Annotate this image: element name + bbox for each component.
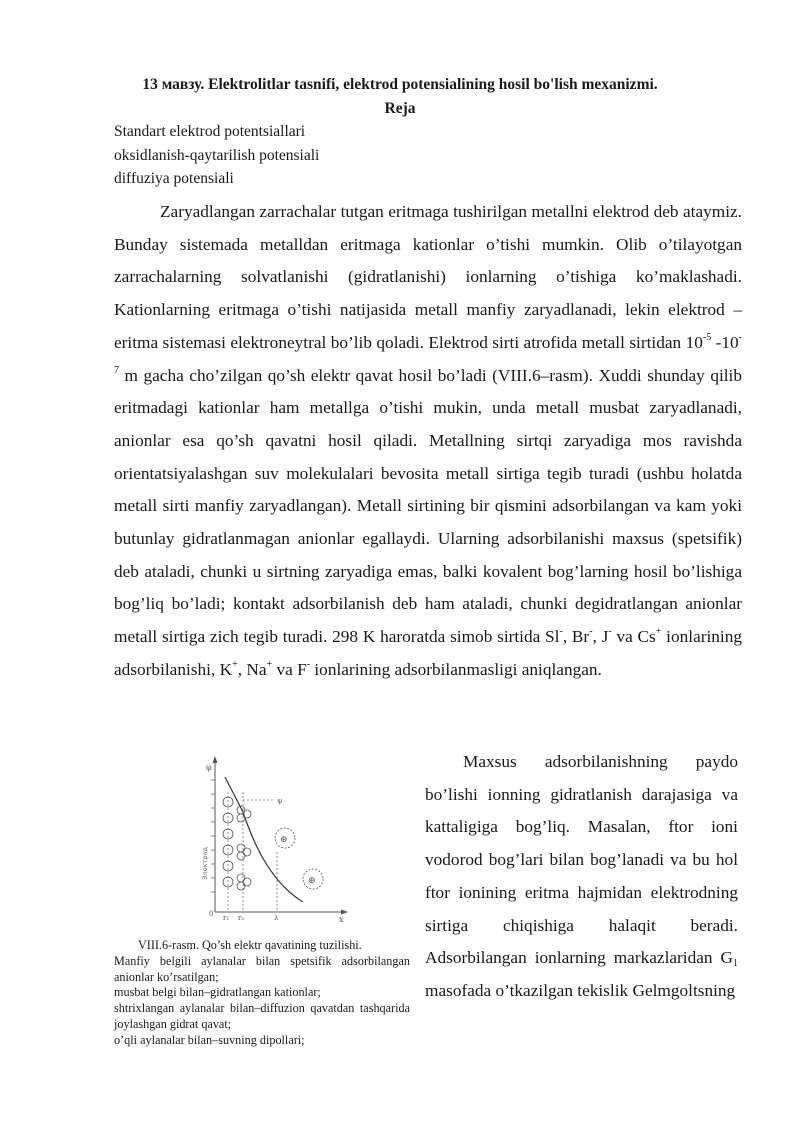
main-text — [114, 196, 742, 687]
caption-line: musbat belgi bilan–gidratlangan kationlar; — [114, 985, 321, 1000]
double-layer-figure — [195, 752, 355, 932]
cation-symbol-1: ⊕ — [280, 835, 288, 845]
cation-symbol-2: ⊕ — [308, 876, 316, 886]
caption-line: VIII.6-rasm. Qo’sh elektr qavatining tuzilishi. — [138, 938, 362, 952]
right-column-text — [425, 746, 738, 1008]
paragraph-2: Maxsus adsorbilanishning paydo bo’lishi ionning gidratlanish darajasiga va kattaligiga bog’liq. Masalan, ftor ioni vodorod bog’lari bilan bog’lanadi va bu hol ftor ionining eritma hajmidan elektrodning sirtiga chiqishiga halaqit beradi. Adsorbilangan ionlarning markazlaridan $G_1$ masofada o’tkazilgan tekislik Gelmgoltsning — [425, 752, 738, 1000]
psi-label: ψ — [277, 797, 283, 805]
plan-item: diffuziya potensiali — [114, 170, 234, 187]
plan-item: Standart elektrod potentsiallari — [114, 123, 306, 140]
tick-r1: r₁ — [223, 914, 230, 922]
origin-label: 0 — [209, 910, 214, 918]
lecture-title: 13 мавзу. Elektrolitlar tasnifi, elektrod potensialining hosil bo'lish mexanizmi. — [142, 76, 658, 93]
caption-line: Manfiy belgili aylanalar bilan spetsifik adsorbilangan anionlar ko’rsatilgan; — [114, 953, 410, 984]
tick-lambda: λ — [274, 914, 279, 922]
tick-r2: r₂ — [238, 914, 245, 922]
caption-line: o’qli aylanalar bilan–suvning dipollari; — [114, 1032, 305, 1047]
electrode-label: Электрод — [201, 846, 209, 880]
plan-heading: Reja — [384, 100, 416, 117]
plan-list — [114, 120, 319, 191]
paragraph-1: Zaryadlangan zarrachalar tutgan eritmaga tushirilgan metallni elektrod deb ataymiz. Bunday sistemada metalldan eritmaga kationlar o’tishi mumkin. Olib o’tilayotgan zarrachalarning solvatlanishi (gidratlanishi) ionlarning o’tishiga ko’maklashadi. Kationlarning eritmaga o’tishi natijasida metall manfiy zaryadlanadi, lekin elektrod – eritma sistemasi elektroneytral bo’lib qoladi. Elektrod sirti atrofida metall sirtidan $10^{-5}$ $-10^{-7}$ m gacha cho’zilgan qo’sh elektr qavat hosil bo’ladi (VIII.6–rasm). Xuddi shunday qilib eritmadagi kationlar ham metallga o’tishi mukin, unda metall musbat zaryadlanadi, anionlar esa qo’sh qavatni hosil qiladi. Metallning sirtqi zaryadiga mos ravishda orientatsiyalashgan suv molekulalari bevosita metall sirtiga tegib turadi (ushbu holatda metall sirti manfiy zaryadlangan). Metall sirtining bir qismini adsorbilangan va kam yoki butunlay gidratlanmagan anionlar egallaydi. Ularning adsorbilanishi maxsus (spetsifik) deb ataladi, chunki u sirtning zaryadiga emas, balki kovalent bog’larning hosil bo’lishiga bog’liq bo’ladi; kontakt adsorbilanish deb ham ataladi, chunki degidratlangan anionlar metall sirtiga zich tegib turadi. 298 K haroratda simob sirtida Sl-, Br-, J- va Cs+ ionlarining adsorbilanishi, K+, Na+ va F- ionlarining adsorbilanmasligi aniqlangan. — [114, 202, 743, 679]
caption-line: shtrixlangan aylanalar bilan–diffuzion qavatdan tashqarida joylashgan gidrat qavat; — [114, 1001, 410, 1031]
plan-item: oksidlanish-qaytarilish potensiali — [114, 146, 320, 164]
x-axis-label: x — [339, 915, 344, 924]
figure-caption — [114, 938, 410, 1049]
y-axis-label: φ — [206, 763, 212, 772]
